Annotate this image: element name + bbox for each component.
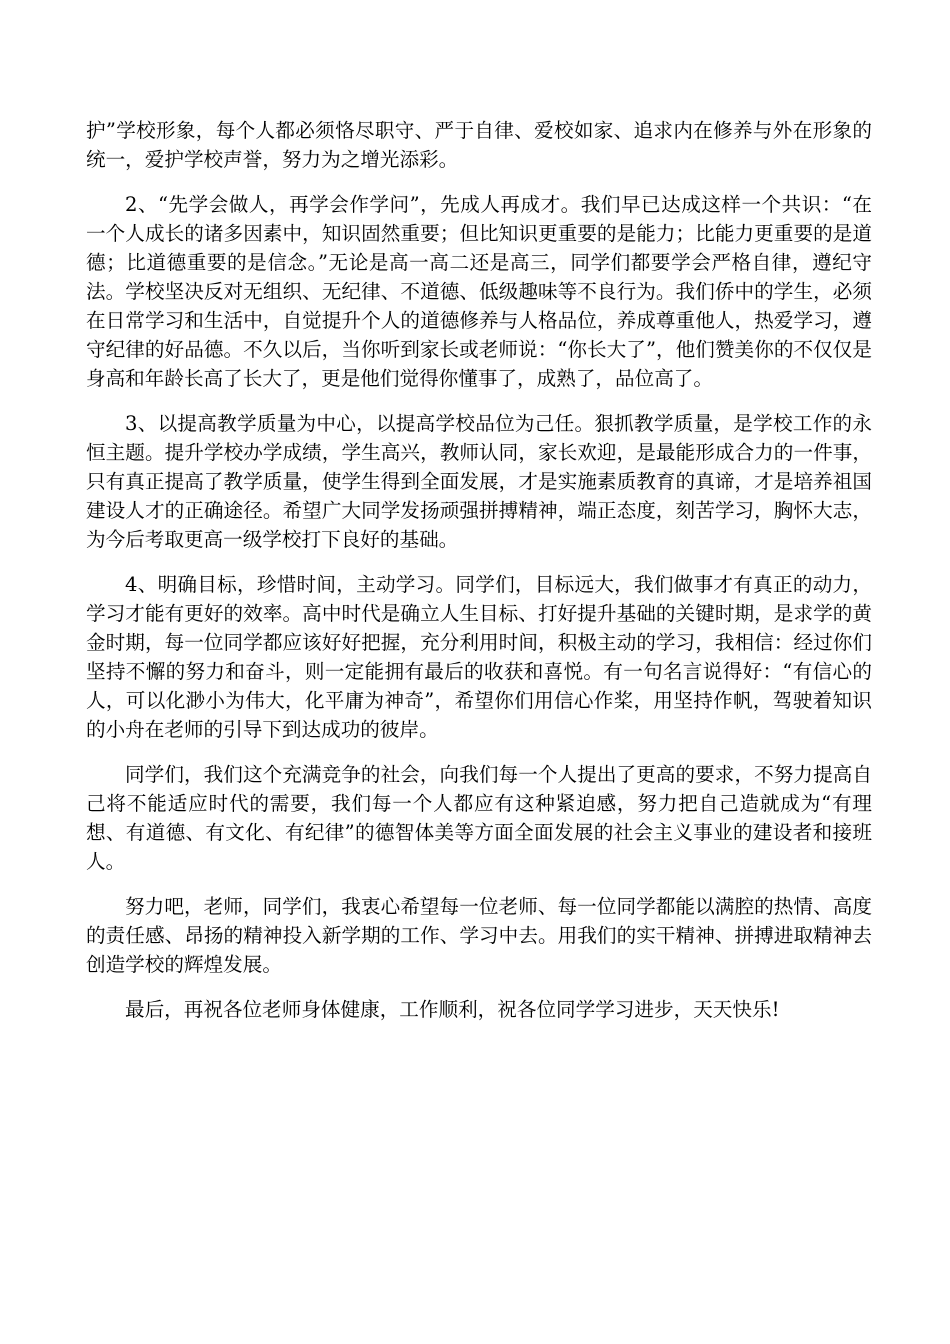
paragraph-point-4: 4、明确目标，珍惜时间，主动学习。同学们，目标远大，我们做事才有真正的动力，学习才能有更好的效率。高中时代是确立人生目标、打好提升基础的关键时期，是求学的黄金时期，每一位同学都应该好好把握，充分利用时间，积极主动的学习，我相信：经过你们坚持不懈的努力和奋斗，则一定能拥有最后的收获和喜悦。有一句名言说得好：“有信心的人，可以化渺小为伟大，化平庸为神奇”，希望你们用信心作桨，用坚持作帆，驾驶着知识的小舟在老师的引导下到达成功的彼岸。 bbox=[86, 573, 872, 741]
paragraph-students: 同学们，我们这个充满竞争的社会，向我们每一个人提出了更高的要求，不努力提高自己将不能适应时代的需要，我们每一个人都应有这种紧迫感，努力把自己造就成为“有理想、有道德、有文化、有纪律”的德智体美等方面全面发展的社会主义事业的建设者和接班人。 bbox=[86, 763, 872, 873]
paragraph-closing: 最后，再祝各位老师身体健康，工作顺利，祝各位同学学习进步，天天快乐! bbox=[125, 998, 780, 1021]
paragraph-point-2: 2、“先学会做人，再学会作学问”，先成人再成才。我们早已达成这样一个共识：“在一个人成长的诸多因素中，知识固然重要；但比知识更重要的是能力；比能力更重要的是道德；比道德重要的是信念。”无论是高一高二还是高三，同学们都要学会严格自律，遵纪守法。学校坚决反对无组织、无纪律、不道德、低级趣味等不良行为。我们侨中的学生，必须在日常学习和生活中，自觉提升个人的道德修养与人格品位，养成尊重他人，热爱学习，遵守纪律的好品德。不久以后，当你听到家长或老师说：“你长大了”，他们赞美你的不仅仅是身高和年龄长高了长大了，更是他们觉得你懂事了，成熟了，品位高了。 bbox=[86, 193, 872, 390]
paragraph-continuation: 护”学校形象，每个人都必须恪尽职守、严于自律、爱校如家、追求内在修养与外在形象的统一，爱护学校声誉，努力为之增光添彩。 bbox=[86, 119, 872, 171]
paragraph-encouragement: 努力吧，老师，同学们，我衷心希望每一位老师、每一位同学都能以满腔的热情、高度的责任感、昂扬的精神投入新学期的工作、学习中去。用我们的实干精神、拼搏进取精神去创造学校的辉煌发展。 bbox=[86, 895, 872, 976]
paragraph-point-3: 3、以提高教学质量为中心，以提高学校品位为己任。狠抓教学质量，是学校工作的永恒主题。提升学校办学成绩，学生高兴，教师认同，家长欢迎，是最能形成合力的一件事，只有真正提高了教学质量，使学生得到全面发展，才是实施素质教育的真谛，才是培养祖国建设人才的正确途径。希望广大同学发扬顽强拼搏精神，端正态度，刻苦学习，胸怀大志，为今后考取更高一级学校打下良好的基础。 bbox=[86, 412, 872, 551]
